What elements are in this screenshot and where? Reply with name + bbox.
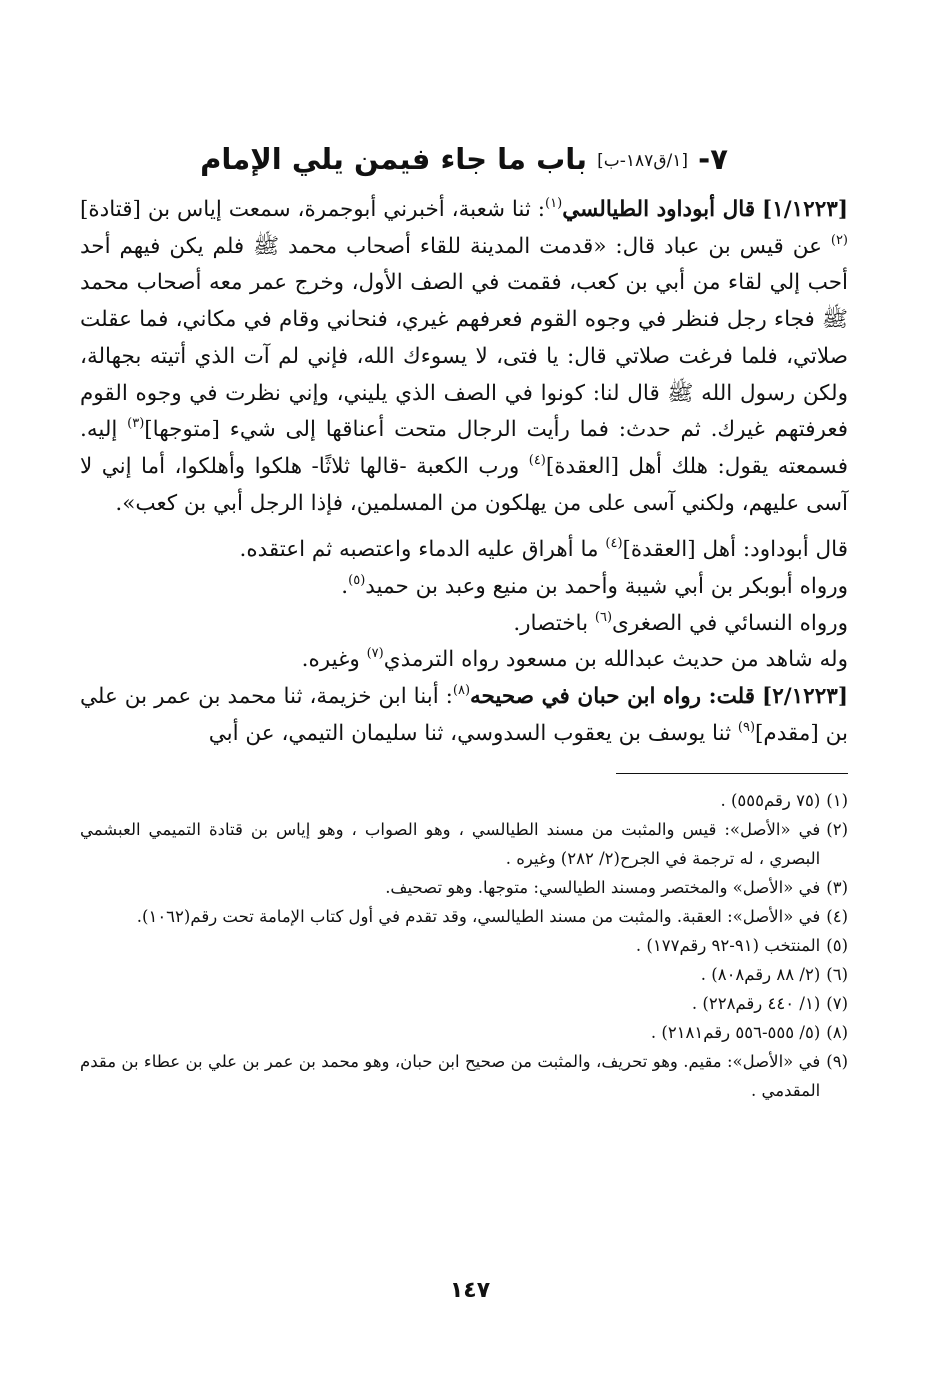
hadith-number: [٢/١٢٢٣]	[762, 684, 848, 710]
footnote-item: (٥) المنتخب (٩١-٩٢ رقم١٧٧) .	[635, 935, 848, 955]
footnote-divider	[616, 773, 848, 774]
chapter-heading: باب ما جاء فيمن يلي الإمام	[200, 142, 588, 176]
footnotes	[80, 786, 848, 1105]
hadith-paragraph-2	[80, 679, 848, 752]
footnote-item: (٣) في «الأصل» والمختصر ومسند الطيالسي: متوجها. وهو تصحيف.	[385, 877, 848, 897]
manuscript-reference: [١/ق١٨٧-ب]	[597, 151, 689, 171]
footnote-item: (٨) (٥/ ٥٥٥-٥٥٦ رقم٢١٨١) .	[650, 1022, 848, 1042]
main-text	[80, 192, 848, 753]
page-number: ١٤٧	[449, 1278, 491, 1303]
hadith-text: : أبنا ابن خزيمة، ثنا محمد بن عمر بن علي بن [مقدم]	[80, 684, 848, 746]
footnote-ref[interactable]: (٢)	[830, 232, 848, 248]
footnote-ref[interactable]: (٣)	[127, 416, 145, 432]
hadith-text: عن قيس بن عباد قال: «قدمت المدينة للقاء أصحاب محمد ﷺ فلم يكن فيهم أحد أحب إلي لقاء من أبي بن كعب، فقمت في الصف الأول، وخرج عمر معه أصحاب محمد ﷺ فجاء رجل فنظر في وجوه القوم فعرفهم غيري، فنحاني وقام في مكاني، فما عقلت صلاتي، فلما فرغت صلاتي قال: يا فتى، لا يسوءك الله، فإني لم آت الذي أتيته بجهالة، ولكن رسول الله ﷺ قال لنا: كونوا في الصف الذي يليني، وإني نظرت في وجوه القوم فعرفتهم غيرك. ثم حدث: فما رأيت الرجال متحت أعناقها إلى شيء [متوجها]	[80, 233, 849, 443]
footnote-ref[interactable]: (١)	[545, 196, 563, 211]
footnote-ref[interactable]: (٨)	[452, 683, 471, 699]
commentary-line: ورواه النسائي في الصغرى$^{(٦)}$ باختصار.	[513, 609, 848, 636]
footnote-ref[interactable]: (٩)	[737, 719, 756, 735]
footnote-ref[interactable]: (٤)	[605, 536, 623, 552]
hadith-text: ورب الكعبة -قالها ثلاثًا- هلكوا وأهلكوا، أما إني لا آسى عليهم، ولكني آسى على من يهلكون من المسلمين، فإذا الرجل أبي بن كعب».	[80, 453, 848, 516]
footnote-item: (١) (٧٥ رقم٥٥٥) .	[720, 790, 848, 810]
commentary-line: وله شاهد من حديث عبدالله بن مسعود رواه الترمذي$^{(٧)}$ وغيره.	[301, 646, 848, 673]
footnote-item: (٢) في «الأصل»: قيس والمثبت من مسند الطيالسي ، وهو الصواب ، وهو إياس بن قتادة التميمي العبشمي البصري ، له ترجمة في الجرح(٢/ ٢٨٢) وغيره .	[80, 819, 848, 868]
hadith-text: ثنا يوسف بن يعقوب السدوسي، ثنا سليمان التيمي، عن أبي	[208, 720, 738, 746]
footnote-ref[interactable]: (٧)	[366, 646, 384, 662]
footnote-ref[interactable]: (٦)	[594, 609, 613, 625]
footnote-ref[interactable]: (٤)	[528, 452, 546, 468]
chapter-number: ٧-	[698, 142, 728, 176]
commentary-line: ورواه أبوبكر بن أبي شيبة وأحمد بن منيع وعبد بن حميد$^{(٥)}$.	[341, 573, 848, 600]
footnote-item: (٤) في «الأصل»: العقبة. والمثبت من مسند الطيالسي، وقد تقدم في أول كتاب الإمامة تحت رقم(١٠٦٢).	[136, 906, 848, 926]
hadith-lead: قلت: رواه ابن حبان في صحيحه	[470, 684, 756, 710]
hadith-number: [١/١٢٢٣]	[762, 197, 848, 222]
footnote-item: (٦) (٢/ ٨٨ رقم٨٠٨) .	[700, 964, 848, 984]
footnote-item: (٧) (١/ ٤٤٠ رقم٢٢٨) .	[691, 993, 848, 1013]
narrator-name: قال أبوداود الطيالسي	[562, 197, 756, 222]
hadith-text: : ثنا شعبة، أخبرني أبوجمرة، سمعت إياس بن [قتادة]	[80, 197, 546, 222]
footnote-item: (٩) في «الأصل»: مقيم. وهو تحريف، والمثبت من صحيح ابن حبان، وهو محمد بن عمر بن علي بن عطاء بن مقدم المقدمي .	[80, 1051, 848, 1100]
chapter-title	[80, 138, 848, 182]
commentary-line: قال أبوداود: أهل [العقدة]$^{(٤)}$ ما أهراق عليه الدماء واعتصبه ثم اعتقده.	[239, 536, 848, 563]
hadith-text: إليه. فسمعته يقول: هلك أهل [العقدة]	[80, 417, 848, 479]
footnote-ref[interactable]: (٥)	[348, 573, 366, 589]
hadith-paragraph-1	[80, 192, 848, 522]
